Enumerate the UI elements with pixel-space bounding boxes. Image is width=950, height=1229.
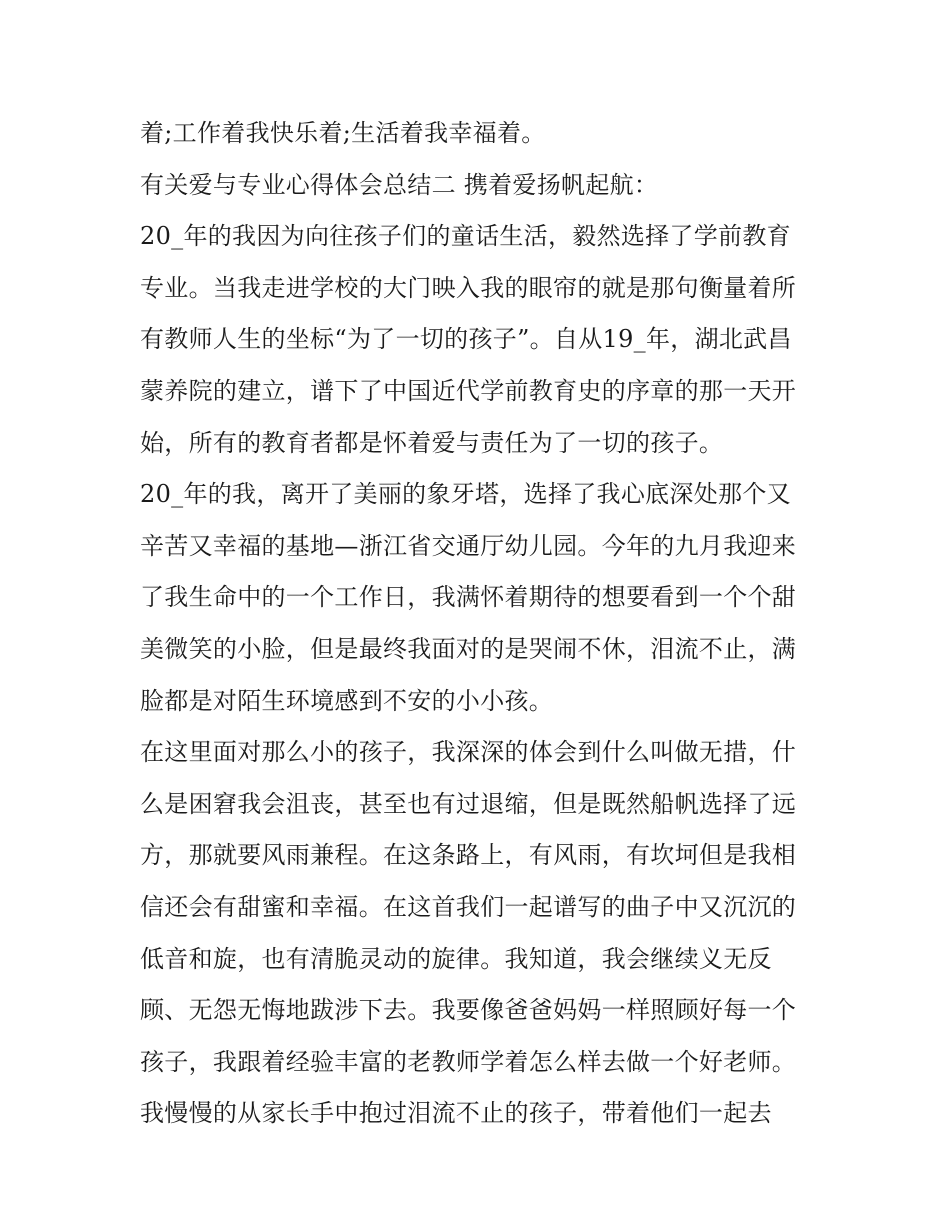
text-line: 了我生命中的一个工作日，我满怀着期待的想要看到一个个甜 (140, 583, 797, 612)
text-line: 顾、无怨无悔地跋涉下去。我要像爸爸妈妈一样照顾好每一个 (140, 996, 797, 1025)
text-line: 始，所有的教育者都是怀着爱与责任为了一切的孩子。 (140, 428, 724, 457)
text-line: 信还会有甜蜜和幸福。在这首我们一起谱写的曲子中又沉沉的 (140, 892, 797, 921)
text-line: 20_年的我，离开了美丽的象牙塔，选择了我心底深处那个又 (140, 480, 791, 509)
text-line: 辛苦又幸福的基地—浙江省交通厅幼儿园。今年的九月我迎来 (140, 531, 797, 560)
text-line: 蒙养院的建立，谱下了中国近代学前教育史的序章的那一天开 (140, 376, 797, 405)
text-line: 美微笑的小脸，但是最终我面对的是哭闹不休，泪流不止，满 (140, 634, 797, 663)
text-line: 着;工作着我快乐着;生活着我幸福着。 (140, 119, 546, 147)
text-line: 么是困窘我会沮丧，甚至也有过退缩，但是既然船帆选择了远 (140, 789, 797, 818)
text-line: 方，那就要风雨兼程。在这条路上，有风雨，有坎坷但是我相 (140, 841, 797, 870)
document-body (140, 108, 820, 1140)
text-line: 脸都是对陌生环境感到不安的小小孩。 (140, 686, 554, 715)
section-heading: 有关爱与专业心得体会总结二 携着爱扬帆起航： (140, 170, 659, 199)
text-line: 专业。当我走进学校的大门映入我的眼帘的就是那句衡量着所 (140, 273, 797, 302)
text-line: 孩子，我跟着经验丰富的老教师学着怎么样去做一个好老师。 (140, 1047, 797, 1076)
text-line: 20_年的我因为向往孩子们的童话生活，毅然选择了学前教育 (140, 222, 791, 251)
text-line: 有教师人生的坐标“为了一切的孩子”。自从19_年，湖北武昌 (140, 325, 792, 354)
text-line: 低音和旋，也有清脆灵动的旋律。我知道，我会继续义无反 (140, 944, 772, 973)
text-line: 我慢慢的从家长手中抱过泪流不止的孩子，带着他们一起去 (140, 1099, 772, 1128)
text-line: 在这里面对那么小的孩子，我深深的体会到什么叫做无措，什 (140, 738, 797, 767)
